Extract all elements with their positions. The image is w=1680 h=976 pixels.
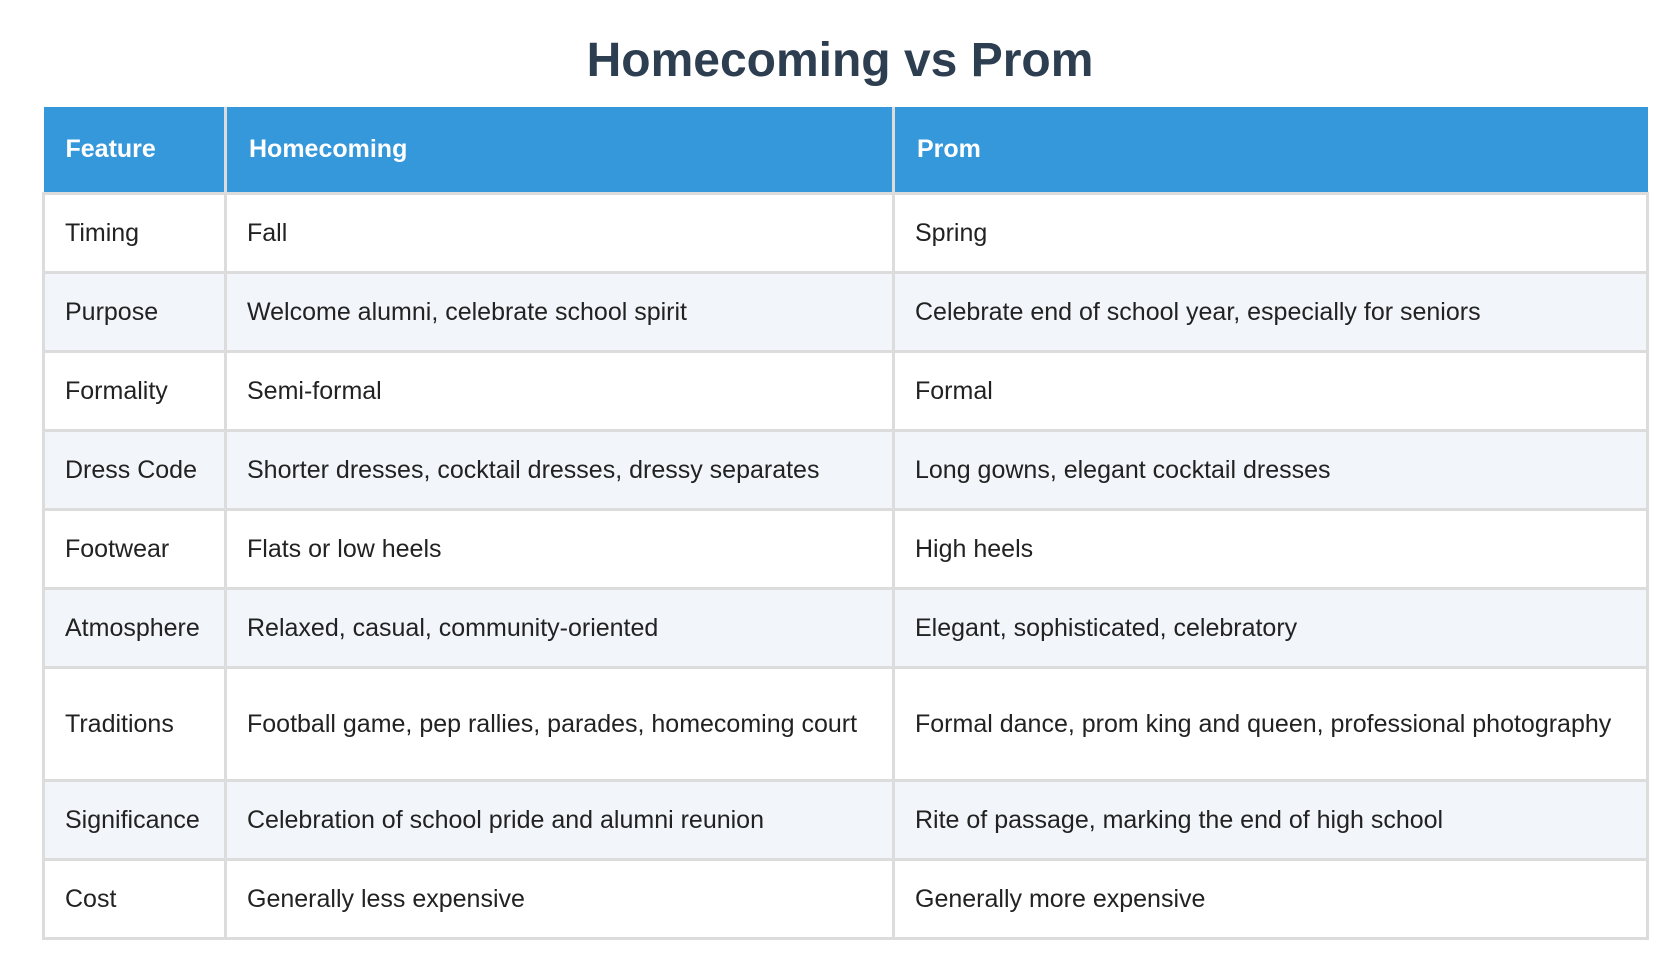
feature-cell: Dress Code	[44, 431, 226, 510]
prom-cell: Formal dance, prom king and queen, professional photography	[894, 668, 1648, 781]
homecoming-cell: Football game, pep rallies, parades, homecoming court	[226, 668, 894, 781]
prom-cell: Rite of passage, marking the end of high school	[894, 781, 1648, 860]
table-row	[44, 510, 1648, 589]
feature-cell: Formality	[44, 352, 226, 431]
prom-cell: Elegant, sophisticated, celebratory	[894, 589, 1648, 668]
homecoming-cell: Welcome alumni, celebrate school spirit	[226, 273, 894, 352]
table-row	[44, 194, 1648, 273]
feature-cell: Footwear	[44, 510, 226, 589]
prom-cell: Generally more expensive	[894, 860, 1648, 939]
table-row	[44, 589, 1648, 668]
table-row	[44, 352, 1648, 431]
feature-cell: Atmosphere	[44, 589, 226, 668]
homecoming-cell: Shorter dresses, cocktail dresses, dressy separates	[226, 431, 894, 510]
homecoming-cell: Flats or low heels	[226, 510, 894, 589]
table-row	[44, 781, 1648, 860]
homecoming-cell: Generally less expensive	[226, 860, 894, 939]
homecoming-cell: Fall	[226, 194, 894, 273]
table-row	[44, 273, 1648, 352]
prom-cell: Long gowns, elegant cocktail dresses	[894, 431, 1648, 510]
prom-cell: High heels	[894, 510, 1648, 589]
table-row	[44, 668, 1648, 781]
feature-cell: Cost	[44, 860, 226, 939]
column-header-prom: Prom	[894, 107, 1648, 194]
page-title: Homecoming vs Prom	[586, 34, 1094, 87]
homecoming-cell: Semi-formal	[226, 352, 894, 431]
feature-cell: Traditions	[44, 668, 226, 781]
column-header-feature: Feature	[44, 107, 226, 194]
feature-cell: Significance	[44, 781, 226, 860]
prom-cell: Celebrate end of school year, especially for seniors	[894, 273, 1648, 352]
homecoming-cell: Relaxed, casual, community-oriented	[226, 589, 894, 668]
comparison-table	[42, 107, 1649, 940]
table-header-row	[44, 107, 1648, 194]
table-row	[44, 431, 1648, 510]
prom-cell: Formal	[894, 352, 1648, 431]
prom-cell: Spring	[894, 194, 1648, 273]
homecoming-cell: Celebration of school pride and alumni reunion	[226, 781, 894, 860]
table-row	[44, 860, 1648, 939]
feature-cell: Purpose	[44, 273, 226, 352]
column-header-homecoming: Homecoming	[226, 107, 894, 194]
feature-cell: Timing	[44, 194, 226, 273]
